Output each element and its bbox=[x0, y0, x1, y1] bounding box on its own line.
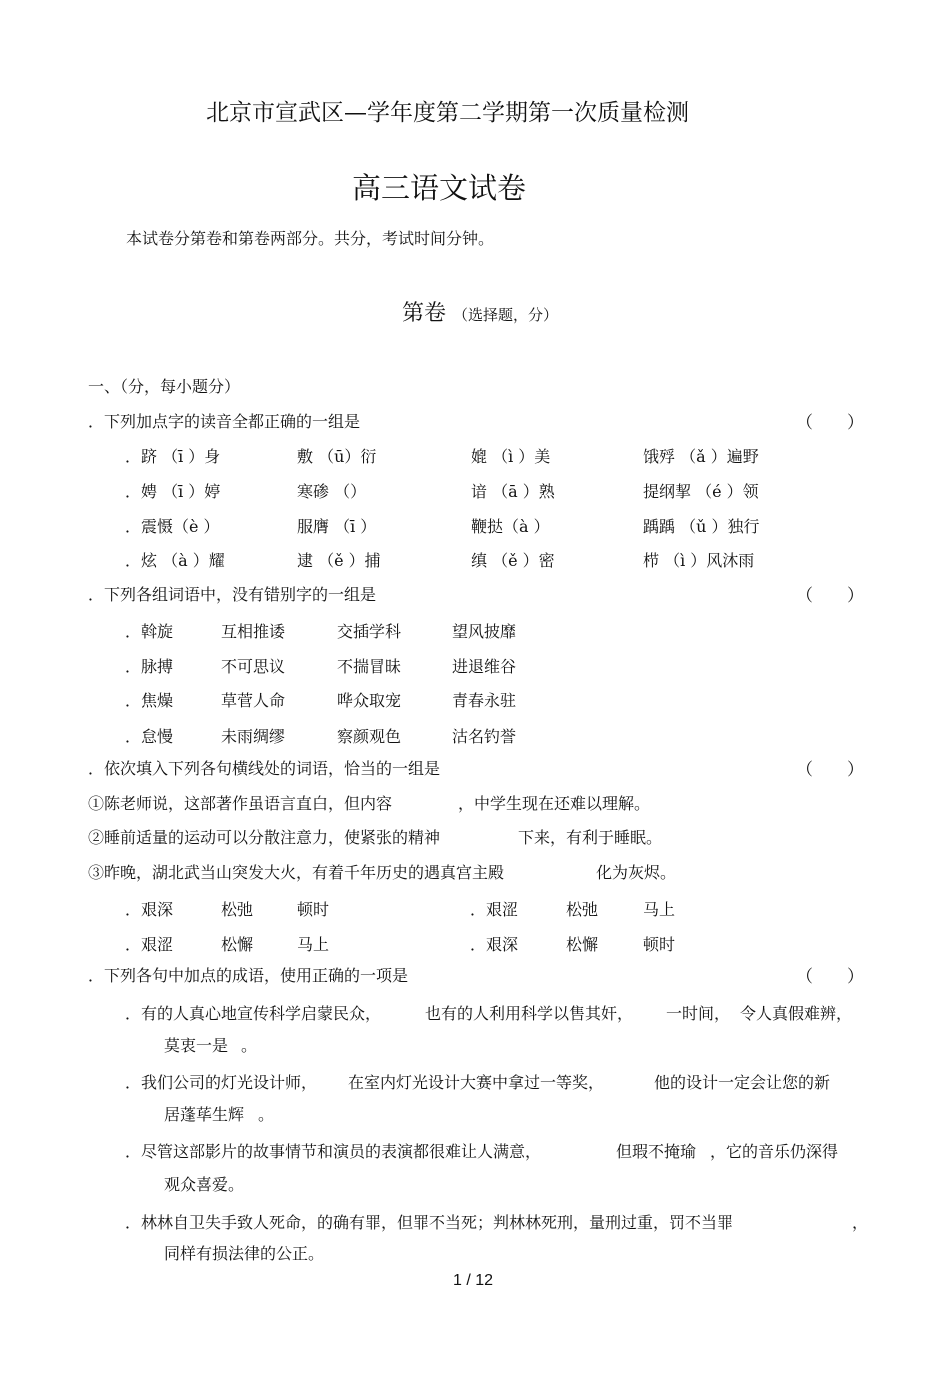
q3-option-c-2: 松懈 bbox=[221, 935, 254, 954]
q4-option-a-part-1: ．有的人真心地宣传科学启蒙民众， bbox=[125, 1004, 382, 1023]
q3-sentence-3-part-1: ③昨晚，湖北武当山突发大火，有着千年历史的遇真宫主殿 bbox=[88, 863, 505, 882]
question-3-stem: ．依次填入下列各句横线处的词语，恰当的一组是 bbox=[88, 759, 441, 778]
q4-option-c-part-2: ，它的音乐仍深得 bbox=[710, 1142, 839, 1161]
question-4-answer-paren: （ ） bbox=[796, 967, 864, 987]
exam-intro: 本试卷分第卷和第卷两部分。共分，考试时间分钟。 bbox=[126, 229, 495, 248]
q4-option-b-end: 。 bbox=[258, 1105, 275, 1124]
section-title bbox=[402, 296, 558, 327]
q3-sentence-2-part-1: ②睡前适量的运动可以分散注意力，使紧张的精神 bbox=[88, 828, 441, 847]
q2-option-d-1: ．怠慢 bbox=[125, 727, 174, 746]
q4-option-c-idiom: 但瑕不掩瑜 bbox=[616, 1142, 697, 1161]
q4-option-a-idiom: 莫衷一是 bbox=[164, 1036, 229, 1055]
q4-option-d-part-1: ．林林自卫失手致人死命，的确有罪，但罪不当死；判林林死刑，量刑过重，罚不当罪 bbox=[125, 1213, 734, 1232]
q3-option-a-3: 顿时 bbox=[297, 900, 330, 919]
q1-option-d-2: 逮 （ě ）捕 bbox=[297, 551, 381, 570]
page-title: 高三语文试卷 bbox=[352, 171, 527, 205]
q2-option-c-4: 青春永驻 bbox=[452, 691, 517, 710]
q3-option-d-1: ．艰深 bbox=[470, 935, 519, 954]
q2-option-c-3: 哗众取宠 bbox=[337, 691, 402, 710]
q4-option-c-part-3: 观众喜爱。 bbox=[164, 1175, 245, 1194]
q1-option-a-4: 饿殍 （ǎ ）遍野 bbox=[643, 447, 759, 466]
q4-option-b-part-2: 在室内灯光设计大赛中拿过一等奖， bbox=[348, 1073, 605, 1092]
q4-option-a-part-2: 也有的人利用科学以售其奸， bbox=[425, 1004, 634, 1023]
exam-header: 北京市宣武区—学年度第二学期第一次质量检测 bbox=[206, 100, 689, 126]
section-name: 第卷 bbox=[402, 301, 447, 326]
page-number: 1 / 12 bbox=[453, 1272, 494, 1289]
q2-option-a-4: 望风披靡 bbox=[452, 622, 517, 641]
q3-option-a-2: 松弛 bbox=[221, 900, 254, 919]
q2-option-b-1: ．脉搏 bbox=[125, 657, 174, 676]
q3-option-b-3: 马上 bbox=[643, 900, 676, 919]
q1-option-b-1: ．娉 （ī ）婷 bbox=[125, 482, 221, 501]
question-1-stem: ．下列加点字的读音全都正确的一组是 bbox=[88, 412, 361, 431]
q3-option-d-3: 顿时 bbox=[643, 935, 676, 954]
q3-sentence-3-part-2: 化为灰烬。 bbox=[596, 863, 677, 882]
q2-option-b-2: 不可思议 bbox=[221, 657, 286, 676]
q3-option-a-1: ．艰深 bbox=[125, 900, 174, 919]
q2-option-a-2: 互相推诿 bbox=[221, 622, 286, 641]
q1-option-a-3: 媲 （ì ）美 bbox=[471, 447, 551, 466]
q3-sentence-1-part-2: ，中学生现在还难以理解。 bbox=[458, 794, 651, 813]
q4-option-b-part-3: 他的设计一定会让您的新 bbox=[654, 1073, 831, 1092]
q4-option-b-idiom: 居蓬荜生辉 bbox=[164, 1105, 245, 1124]
q2-option-a-3: 交插学科 bbox=[337, 622, 402, 641]
q1-option-c-1: ．震慑（è ） bbox=[125, 517, 220, 536]
q2-option-a-1: ．斡旋 bbox=[125, 622, 174, 641]
q4-option-a-part-4: 令人真假难辨， bbox=[740, 1004, 853, 1023]
question-3-answer-paren: （ ） bbox=[796, 760, 864, 780]
q4-option-c-part-1: ．尽管这部影片的故事情节和演员的表演都很难让人满意， bbox=[125, 1142, 542, 1161]
q4-option-a-end: 。 bbox=[241, 1036, 258, 1055]
q2-option-d-4: 沽名钓誉 bbox=[452, 727, 517, 746]
q2-option-c-2: 草菅人命 bbox=[221, 691, 286, 710]
q2-option-d-3: 察颜观色 bbox=[337, 727, 402, 746]
q2-option-b-4: 进退维谷 bbox=[452, 657, 517, 676]
part-heading: 一、（分，每小题分） bbox=[88, 377, 241, 396]
question-1-answer-paren: （ ） bbox=[796, 413, 864, 433]
q1-option-c-4: 踽踽 （ǔ ）独行 bbox=[643, 517, 760, 536]
q1-option-b-4: 提纲挈 （é ）领 bbox=[643, 482, 759, 501]
q3-option-c-3: 马上 bbox=[297, 935, 330, 954]
q3-option-d-2: 松懈 bbox=[566, 935, 599, 954]
q1-option-a-1: ．跻 （ī ）身 bbox=[125, 447, 221, 466]
q4-option-d-part-2: 同样有损法律的公正。 bbox=[164, 1244, 325, 1263]
q4-option-d-comma: ， bbox=[852, 1213, 869, 1232]
question-2-stem: ．下列各组词语中，没有错别字的一组是 bbox=[88, 585, 377, 604]
q3-sentence-2-part-2: 下来，有利于睡眠。 bbox=[518, 828, 663, 847]
q1-option-d-4: 栉 （ì ）风沐雨 bbox=[643, 551, 755, 570]
q1-option-a-2: 敷 （ū）衍 bbox=[297, 447, 377, 466]
q4-option-a-part-3: 一时间， bbox=[666, 1004, 731, 1023]
section-subtitle: （选择题，分） bbox=[453, 306, 559, 324]
q2-option-c-1: ．焦燥 bbox=[125, 691, 174, 710]
q3-option-b-1: ．艰涩 bbox=[470, 900, 519, 919]
q3-option-b-2: 松弛 bbox=[566, 900, 599, 919]
question-4-stem: ．下列各句中加点的成语，使用正确的一项是 bbox=[88, 966, 409, 985]
q2-option-d-2: 未雨绸缪 bbox=[221, 727, 286, 746]
question-2-answer-paren: （ ） bbox=[796, 586, 864, 606]
q3-option-c-1: ．艰涩 bbox=[125, 935, 174, 954]
q1-option-c-2: 服膺 （ī ） bbox=[297, 517, 377, 536]
q4-option-b-part-1: ．我们公司的灯光设计师， bbox=[125, 1073, 318, 1092]
q1-option-d-1: ．炫 （à ）耀 bbox=[125, 551, 225, 570]
q1-option-b-3: 谙 （ā ）熟 bbox=[471, 482, 555, 501]
q3-sentence-1-part-1: ①陈老师说，这部著作虽语言直白，但内容 bbox=[88, 794, 393, 813]
q1-option-b-2: 寒碜 （） bbox=[297, 482, 367, 501]
q1-option-d-3: 缜 （ě ）密 bbox=[471, 551, 555, 570]
q2-option-b-3: 不揣冒昧 bbox=[337, 657, 402, 676]
q1-option-c-3: 鞭挞（à ） bbox=[471, 517, 550, 536]
